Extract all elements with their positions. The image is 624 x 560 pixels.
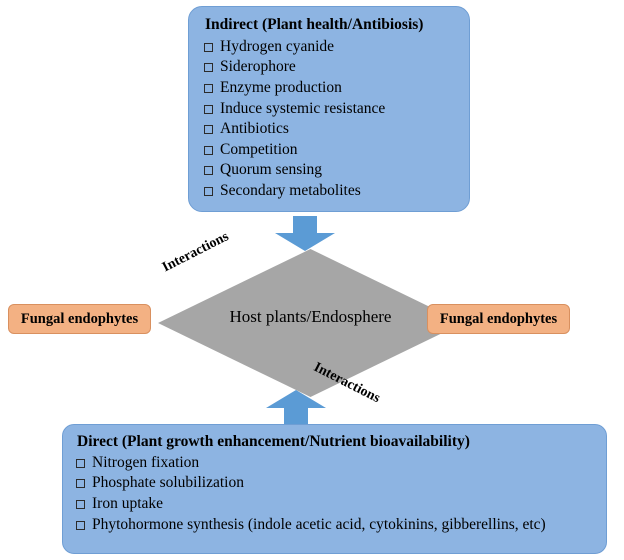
list-item: Hydrogen cyanide (203, 37, 459, 58)
list-item: Antibiotics (203, 119, 459, 140)
diamond-shape (158, 249, 463, 397)
list-item: Quorum sensing (203, 160, 459, 181)
list-item: Secondary metabolites (203, 181, 459, 202)
list-item: Phosphate solubilization (75, 473, 598, 494)
indirect-panel (188, 6, 470, 212)
direct-panel-title: Direct (Plant growth enhancement/Nutrient bioavailability) (77, 433, 470, 450)
list-item: Enzyme production (203, 78, 459, 99)
direct-panel (62, 424, 607, 554)
edge-label-top: Interactions (160, 229, 232, 276)
left-node (8, 304, 151, 334)
list-item: Iron uptake (75, 494, 598, 515)
center-node (158, 249, 463, 397)
arrow-down-icon (271, 216, 339, 252)
indirect-panel-title: Indirect (Plant health/Antibiosis) (205, 16, 424, 33)
list-item: Phytohormone synthesis (indole acetic acid, cytokinins, gibberellins, etc) (75, 515, 598, 536)
right-node (427, 304, 570, 334)
indirect-panel-list (203, 37, 459, 202)
list-item: Induce systemic resistance (203, 99, 459, 120)
right-node-label: Fungal endophytes (439, 310, 558, 327)
list-item: Nitrogen fixation (75, 453, 598, 474)
direct-panel-list (75, 453, 598, 535)
center-node-label: Host plants/Endosphere (229, 307, 392, 326)
arrow-up-icon (262, 390, 330, 426)
edge-label-bottom: Interactions (311, 360, 383, 407)
list-item: Siderophore (203, 57, 459, 78)
list-item: Competition (203, 140, 459, 161)
left-node-label: Fungal endophytes (20, 310, 139, 327)
